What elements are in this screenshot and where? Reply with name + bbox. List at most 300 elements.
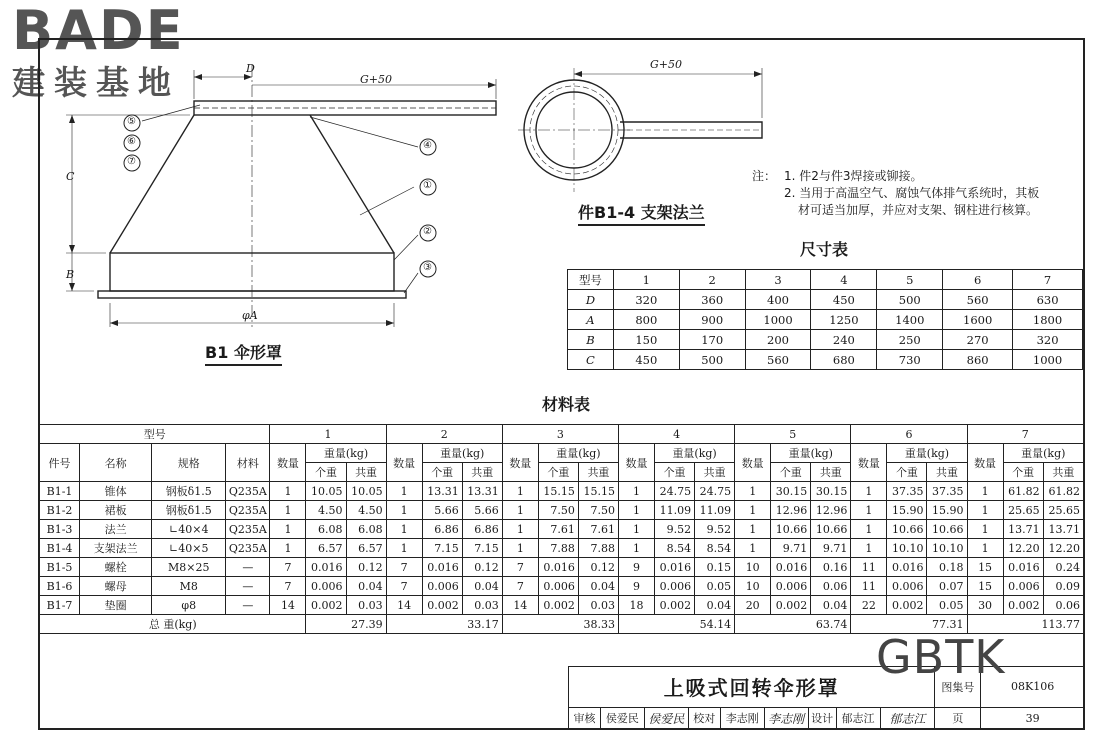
size-cell: 1600 [943, 310, 1013, 330]
unit-weight-cell: 0.002 [422, 596, 462, 615]
unit-weight-cell: 0.016 [1003, 558, 1043, 577]
material-row [40, 501, 1084, 520]
unit-weight-cell: 0.006 [887, 577, 927, 596]
total-weight-cell: 0.04 [346, 577, 386, 596]
qty-cell: 7 [270, 558, 306, 577]
design-signature: 郁志江 [880, 707, 935, 729]
col-total-weight: 共重 [462, 463, 502, 482]
total-weight-cell: 0.04 [578, 577, 618, 596]
unit-weight-cell: 9.71 [771, 539, 811, 558]
support-flange-drawing [512, 60, 772, 200]
col-weight: 重量(kg) [306, 444, 386, 463]
total-weight-cell: 12.96 [811, 501, 851, 520]
col-unit-weight: 个重 [887, 463, 927, 482]
part-number: B1-3 [40, 520, 80, 539]
col-total-weight: 共重 [1043, 463, 1083, 482]
qty-cell: 7 [270, 577, 306, 596]
col-total-weight: 共重 [346, 463, 386, 482]
qty-cell: 1 [386, 520, 422, 539]
material-model: 4 [618, 425, 734, 444]
total-weight-cell: 0.04 [695, 596, 735, 615]
qty-cell: 1 [502, 501, 538, 520]
unit-weight-cell: 0.006 [771, 577, 811, 596]
col-qty: 数量 [851, 444, 887, 482]
total-weight-cell: 4.50 [346, 501, 386, 520]
qty-cell: 1 [386, 539, 422, 558]
bade-logo-subtitle: 建装基地 [12, 63, 180, 102]
qty-cell: 1 [851, 482, 887, 501]
unit-weight-cell: 7.50 [538, 501, 578, 520]
size-cell: 1000 [745, 310, 811, 330]
total-weight-cell: 25.65 [1043, 501, 1083, 520]
unit-weight-cell: 12.96 [771, 501, 811, 520]
size-model: 3 [745, 270, 811, 290]
size-header-label: 型号 [568, 270, 614, 290]
part-number: B1-1 [40, 482, 80, 501]
unit-weight-cell: 0.002 [538, 596, 578, 615]
unit-weight-cell: 0.002 [1003, 596, 1043, 615]
cone-left-edge [110, 115, 194, 253]
unit-weight-cell: 10.66 [771, 520, 811, 539]
notes-lead: 注： [752, 169, 777, 183]
size-cell: 270 [943, 330, 1013, 350]
material-row [40, 520, 1084, 539]
unit-weight-cell: 0.006 [655, 577, 695, 596]
total-weight-cell: 7.15 [462, 539, 502, 558]
qty-cell: 1 [386, 482, 422, 501]
total-weight-cell: 13.31 [462, 482, 502, 501]
size-cell: 250 [877, 330, 943, 350]
material-model: 3 [502, 425, 618, 444]
qty-cell: 1 [735, 482, 771, 501]
total-weight-cell: 0.03 [578, 596, 618, 615]
size-cell: 170 [679, 330, 745, 350]
col-qty: 数量 [386, 444, 422, 482]
total-weight-cell: 0.05 [927, 596, 967, 615]
col-weight: 重量(kg) [771, 444, 851, 463]
check-label: 校对 [688, 707, 720, 729]
total-weight-cell: 7.50 [578, 501, 618, 520]
callout-2: ② [423, 226, 432, 237]
part-name: 螺母 [80, 577, 152, 596]
model-total-weight: 113.77 [967, 615, 1083, 634]
total-weight-cell: 11.09 [695, 501, 735, 520]
dim-label-c: C [66, 170, 75, 183]
size-cell: 630 [1013, 290, 1083, 310]
size-row-b [568, 330, 1083, 350]
size-cell: 560 [943, 290, 1013, 310]
total-weight-cell: 0.16 [811, 558, 851, 577]
size-row-c [568, 350, 1083, 370]
total-weight-cell: 15.90 [927, 501, 967, 520]
unit-weight-cell: 7.61 [538, 520, 578, 539]
size-cell: 1800 [1013, 310, 1083, 330]
total-weight-cell: 30.15 [811, 482, 851, 501]
unit-weight-cell: 25.65 [1003, 501, 1043, 520]
qty-cell: 1 [270, 520, 306, 539]
part-material: — [226, 558, 270, 577]
qty-cell: 1 [618, 501, 654, 520]
qty-cell: 1 [270, 482, 306, 501]
callout-1: ① [423, 180, 432, 191]
col-unit-weight: 个重 [306, 463, 346, 482]
design-label: 设计 [808, 707, 836, 729]
col-total-weight: 共重 [927, 463, 967, 482]
dim-label-b: B [66, 268, 75, 281]
part-name: 裙板 [80, 501, 152, 520]
material-model: 1 [270, 425, 386, 444]
total-weight-cell: 0.07 [927, 577, 967, 596]
qty-cell: 22 [851, 596, 887, 615]
col-qty: 数量 [270, 444, 306, 482]
page-number: 39 [981, 707, 1085, 729]
total-weight-cell: 61.82 [1043, 482, 1083, 501]
col-qty: 数量 [967, 444, 1003, 482]
model-total-weight: 33.17 [386, 615, 502, 634]
flange-dim-label: G+50 [650, 58, 683, 71]
design-name: 郁志江 [836, 707, 880, 729]
qty-cell: 1 [502, 539, 538, 558]
col-unit-weight: 个重 [655, 463, 695, 482]
unit-weight-cell: 13.71 [1003, 520, 1043, 539]
total-weight-cell: 0.18 [927, 558, 967, 577]
total-weight-cell: 0.03 [462, 596, 502, 615]
material-header-row [40, 444, 1084, 463]
qty-cell: 1 [967, 520, 1003, 539]
col-qty: 数量 [502, 444, 538, 482]
unit-weight-cell: 4.50 [306, 501, 346, 520]
qty-cell: 1 [386, 501, 422, 520]
col-unit-weight: 个重 [1003, 463, 1043, 482]
total-weight-cell: 6.57 [346, 539, 386, 558]
unit-weight-cell: 11.09 [655, 501, 695, 520]
unit-weight-cell: 10.10 [887, 539, 927, 558]
qty-cell: 1 [851, 539, 887, 558]
material-row [40, 482, 1084, 501]
unit-weight-cell: 8.54 [655, 539, 695, 558]
qty-cell: 18 [618, 596, 654, 615]
unit-weight-cell: 0.002 [887, 596, 927, 615]
size-cell: 1250 [811, 310, 877, 330]
size-cell: 900 [679, 310, 745, 330]
part-material: Q235A [226, 482, 270, 501]
size-row-label: B [568, 330, 614, 350]
size-cell: 1400 [877, 310, 943, 330]
size-cell: 500 [877, 290, 943, 310]
size-table-title: 尺寸表 [800, 240, 849, 259]
notes-block [784, 168, 1039, 219]
size-cell: 800 [613, 310, 679, 330]
size-cell: 560 [745, 350, 811, 370]
unit-weight-cell: 6.08 [306, 520, 346, 539]
unit-weight-cell: 37.35 [887, 482, 927, 501]
total-weight-cell: 0.12 [462, 558, 502, 577]
size-cell: 360 [679, 290, 745, 310]
unit-weight-cell: 10.05 [306, 482, 346, 501]
unit-weight-cell: 0.016 [306, 558, 346, 577]
review-label: 审核 [569, 707, 601, 729]
qty-cell: 1 [967, 501, 1003, 520]
size-row-a [568, 310, 1083, 330]
col-weight: 重量(kg) [1003, 444, 1083, 463]
col-weight: 重量(kg) [655, 444, 735, 463]
size-cell: 450 [613, 350, 679, 370]
unit-weight-cell: 0.006 [306, 577, 346, 596]
total-weight-cell: 0.04 [811, 596, 851, 615]
gbtk-watermark: GBTK [876, 630, 1006, 684]
unit-weight-cell: 30.15 [771, 482, 811, 501]
total-weight-cell: 0.15 [695, 558, 735, 577]
unit-weight-cell: 13.31 [422, 482, 462, 501]
unit-weight-cell: 5.66 [422, 501, 462, 520]
model-total-weight: 27.39 [306, 615, 386, 634]
material-row [40, 577, 1084, 596]
total-weight-cell: 37.35 [927, 482, 967, 501]
total-weight-cell: 24.75 [695, 482, 735, 501]
total-weight-cell: 0.12 [346, 558, 386, 577]
size-cell: 450 [811, 290, 877, 310]
page-label: 页 [935, 707, 981, 729]
qty-cell: 11 [851, 558, 887, 577]
part-material: Q235A [226, 501, 270, 520]
size-row-label: A [568, 310, 614, 330]
qty-cell: 7 [502, 558, 538, 577]
size-cell: 680 [811, 350, 877, 370]
total-weight-cell: 9.52 [695, 520, 735, 539]
size-cell: 400 [745, 290, 811, 310]
total-weight-cell: 0.05 [695, 577, 735, 596]
size-cell: 320 [1013, 330, 1083, 350]
unit-weight-cell: 12.20 [1003, 539, 1043, 558]
unit-weight-cell: 61.82 [1003, 482, 1043, 501]
note-2: 2. 当用于高温空气、腐蚀气体排气系统时，其板 [784, 186, 1040, 200]
atlas-label: 图集号 [935, 667, 981, 708]
qty-cell: 1 [618, 539, 654, 558]
unit-weight-cell: 0.016 [655, 558, 695, 577]
size-cell: 150 [613, 330, 679, 350]
unit-weight-cell: 0.002 [306, 596, 346, 615]
col-material: 材料 [226, 444, 270, 482]
qty-cell: 14 [386, 596, 422, 615]
unit-weight-cell: 0.016 [771, 558, 811, 577]
part-number: B1-7 [40, 596, 80, 615]
qty-cell: 1 [967, 539, 1003, 558]
qty-cell: 11 [851, 577, 887, 596]
note-2-cont: 材可适当加厚，并应对支架、钢柱进行核算。 [798, 203, 1039, 217]
part-name: 法兰 [80, 520, 152, 539]
total-weight-label: 总 重(kg) [40, 615, 306, 634]
qty-cell: 9 [618, 558, 654, 577]
material-header-row [40, 425, 1084, 444]
qty-cell: 1 [502, 482, 538, 501]
total-weight-cell: 7.61 [578, 520, 618, 539]
callout-6: ⑥ [127, 136, 136, 147]
callout-4: ④ [423, 140, 432, 151]
qty-cell: 1 [851, 501, 887, 520]
qty-cell: 7 [502, 577, 538, 596]
qty-cell: 7 [386, 558, 422, 577]
unit-weight-cell: 10.66 [887, 520, 927, 539]
size-model: 6 [943, 270, 1013, 290]
qty-cell: 20 [735, 596, 771, 615]
unit-weight-cell: 6.57 [306, 539, 346, 558]
part-material: — [226, 596, 270, 615]
part-number: B1-6 [40, 577, 80, 596]
review-name: 侯爱民 [600, 707, 644, 729]
qty-cell: 1 [618, 482, 654, 501]
total-weight-cell: 7.88 [578, 539, 618, 558]
size-row-d [568, 290, 1083, 310]
part-number: B1-2 [40, 501, 80, 520]
qty-cell: 1 [618, 520, 654, 539]
qty-cell: 30 [967, 596, 1003, 615]
total-weight-cell: 6.08 [346, 520, 386, 539]
part-spec: 钢板δ1.5 [152, 482, 226, 501]
qty-cell: 14 [502, 596, 538, 615]
material-table [39, 424, 1084, 634]
unit-weight-cell: 0.016 [538, 558, 578, 577]
qty-cell: 1 [270, 539, 306, 558]
col-name: 名称 [80, 444, 152, 482]
qty-cell: 1 [735, 520, 771, 539]
qty-cell: 10 [735, 558, 771, 577]
part-name: 锥体 [80, 482, 152, 501]
qty-cell: 7 [386, 577, 422, 596]
part-name: 支架法兰 [80, 539, 152, 558]
material-row [40, 558, 1084, 577]
dim-label-phia: φA [242, 309, 258, 322]
unit-weight-cell: 0.006 [422, 577, 462, 596]
callout-3: ③ [423, 262, 432, 273]
model-total-weight: 63.74 [735, 615, 851, 634]
bade-logo: BADE [12, 0, 185, 62]
check-signature: 李志刚 [764, 707, 808, 729]
part-spec: 钢板δ1.5 [152, 501, 226, 520]
qty-cell: 9 [618, 577, 654, 596]
size-cell: 500 [679, 350, 745, 370]
total-weight-cell: 0.24 [1043, 558, 1083, 577]
total-weight-cell: 0.06 [1043, 596, 1083, 615]
size-row-label: D [568, 290, 614, 310]
unit-weight-cell: 24.75 [655, 482, 695, 501]
size-table-header [568, 270, 1083, 290]
col-weight: 重量(kg) [538, 444, 618, 463]
unit-weight-cell: 15.15 [538, 482, 578, 501]
material-table-title: 材料表 [542, 395, 591, 414]
umbrella-hood-drawing [60, 55, 520, 345]
total-weight-cell: 0.04 [462, 577, 502, 596]
size-model: 7 [1013, 270, 1083, 290]
qty-cell: 1 [502, 520, 538, 539]
part-spec: φ8 [152, 596, 226, 615]
part-name: 螺栓 [80, 558, 152, 577]
unit-weight-cell: 7.15 [422, 539, 462, 558]
size-cell: 1000 [1013, 350, 1083, 370]
check-name: 李志刚 [720, 707, 764, 729]
part-material: — [226, 577, 270, 596]
material-row [40, 539, 1084, 558]
model-total-weight: 54.14 [618, 615, 734, 634]
dim-label-d: D [246, 62, 255, 75]
size-table [567, 269, 1083, 370]
atlas-number: 08K106 [981, 667, 1085, 708]
material-model: 5 [735, 425, 851, 444]
size-cell: 860 [943, 350, 1013, 370]
qty-cell: 1 [735, 501, 771, 520]
qty-cell: 15 [967, 558, 1003, 577]
total-weight-cell: 10.66 [811, 520, 851, 539]
review-signature: 侯爱民 [644, 707, 688, 729]
model-total-weight: 38.33 [502, 615, 618, 634]
total-weight-cell: 15.15 [578, 482, 618, 501]
total-weight-cell: 0.03 [346, 596, 386, 615]
total-weight-cell: 8.54 [695, 539, 735, 558]
note-1: 1. 件2与件3焊接或铆接。 [784, 169, 923, 183]
material-row [40, 596, 1084, 615]
part-spec: M8 [152, 577, 226, 596]
unit-weight-cell: 9.52 [655, 520, 695, 539]
unit-weight-cell: 0.016 [422, 558, 462, 577]
qty-cell: 15 [967, 577, 1003, 596]
unit-weight-cell: 0.002 [771, 596, 811, 615]
col-total-weight: 共重 [695, 463, 735, 482]
total-weight-cell: 0.06 [811, 577, 851, 596]
size-model: 5 [877, 270, 943, 290]
dim-label-g50: G+50 [360, 73, 393, 86]
material-model: 6 [851, 425, 967, 444]
total-weight-cell: 0.09 [1043, 577, 1083, 596]
col-total-weight: 共重 [811, 463, 851, 482]
part-number: B1-4 [40, 539, 80, 558]
part-material: Q235A [226, 520, 270, 539]
total-weight-cell: 10.10 [927, 539, 967, 558]
callout-5: ⑤ [127, 116, 136, 127]
total-weight-cell: 13.71 [1043, 520, 1083, 539]
size-row-label: C [568, 350, 614, 370]
part-spec: M8×25 [152, 558, 226, 577]
total-weight-cell: 0.12 [578, 558, 618, 577]
col-total-weight: 共重 [578, 463, 618, 482]
qty-cell: 1 [851, 520, 887, 539]
col-weight: 重量(kg) [422, 444, 502, 463]
part-number: B1-5 [40, 558, 80, 577]
drawing-title: 上吸式回转伞形罩 [569, 667, 935, 708]
part-name: 垫圈 [80, 596, 152, 615]
size-model: 4 [811, 270, 877, 290]
caption-support-flange: 件B1-4 支架法兰 [578, 200, 705, 226]
model-total-weight: 77.31 [851, 615, 967, 634]
part-material: Q235A [226, 539, 270, 558]
qty-cell: 10 [735, 577, 771, 596]
qty-cell: 14 [270, 596, 306, 615]
callout-7: ⑦ [127, 156, 136, 167]
material-model: 7 [967, 425, 1083, 444]
caption-umbrella-hood: B1 伞形罩 [205, 340, 282, 366]
part-spec: ∟40×5 [152, 539, 226, 558]
col-unit-weight: 个重 [771, 463, 811, 482]
total-weight-cell: 10.66 [927, 520, 967, 539]
size-cell: 240 [811, 330, 877, 350]
title-block [568, 666, 1085, 730]
size-cell: 320 [613, 290, 679, 310]
total-weight-cell: 6.86 [462, 520, 502, 539]
size-model: 1 [613, 270, 679, 290]
col-weight: 重量(kg) [887, 444, 967, 463]
total-weight-cell: 12.20 [1043, 539, 1083, 558]
col-unit-weight: 个重 [422, 463, 462, 482]
part-spec: ∟40×4 [152, 520, 226, 539]
col-unit-weight: 个重 [538, 463, 578, 482]
